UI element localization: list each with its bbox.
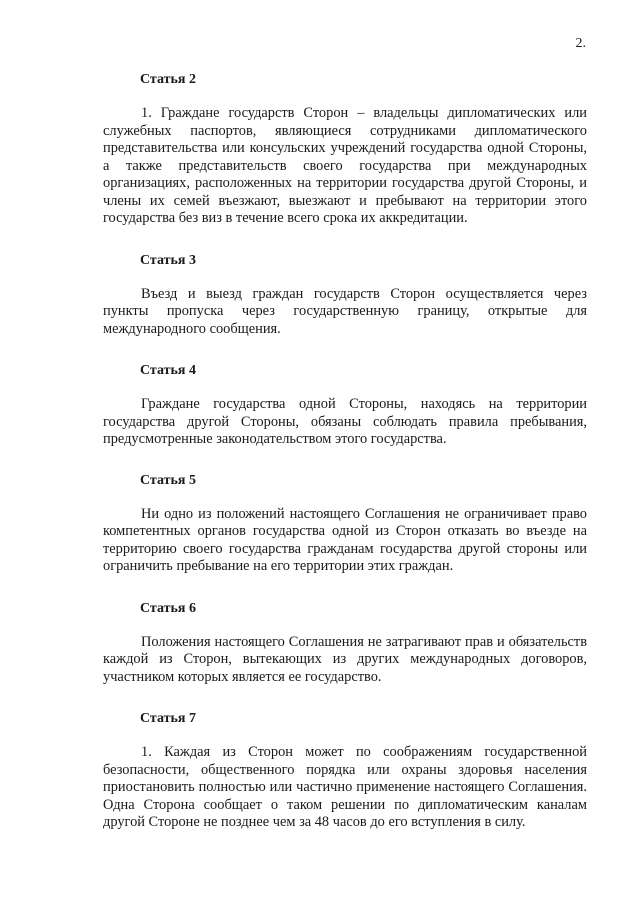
article-heading: Статья 3 — [140, 252, 196, 268]
article-text: Положения настоящего Соглашения не затрагивают прав и обязательств каждой из Сторон, вытекающих из других международных договоров, участником которых является ее государство. — [103, 633, 587, 685]
article-text: Граждане государства одной Стороны, находясь на территории государства другой Стороны, обязаны соблюдать правила пребывания, предусмотренные законодательством этого государства. — [103, 396, 587, 447]
article-7 — [103, 710, 587, 832]
article-2 — [103, 71, 587, 228]
article-4 — [103, 362, 587, 449]
article-6 — [103, 600, 587, 687]
article-text: 1. Граждане государств Сторон – владельцы дипломатических или служебных паспортов, являющиеся сотрудниками дипломатического представительства или консульских учреждений государства одной Стороны, а также представительств своего государства при международных организациях, расположенных на территории государства другой Стороны, и члены их семей въезжают, выезжают и пребывают на территории этого государства без виз в течение всего срока их аккредитации. — [103, 105, 587, 226]
article-heading: Статья 4 — [140, 363, 196, 378]
article-heading: Статья 2 — [140, 72, 196, 87]
article-text: Въезд и выезд граждан государств Сторон осуществляется через пункты пропуска через государственную границу, открытые для международного сообщения. — [103, 285, 587, 337]
article-3 — [103, 252, 587, 339]
article-heading: Статья 5 — [140, 472, 196, 488]
article-heading: Статья 6 — [140, 600, 196, 616]
article-5 — [103, 472, 587, 576]
document-body — [103, 71, 587, 832]
article-heading: Статья 7 — [140, 711, 196, 726]
article-text: Ни одно из положений настоящего Соглашения не ограничивает право компетентных органов государства одной из Сторон отказать во въезде на территорию своего государства гражданам государства другой стороны или ограничить пребывание на его территории этих граждан. — [103, 505, 587, 574]
article-text: 1. Каждая из Сторон может по соображениям государственной безопасности, общественного порядка или охраны здоровья населения приостановить полностью или частично применение настоящего Соглашения. Одна Сторона сообщает о таком решении по дипломатическим каналам другой Стороне не позднее чем за 48 часов до его вступления в силу. — [103, 744, 587, 830]
page-number: 2. — [575, 36, 586, 51]
